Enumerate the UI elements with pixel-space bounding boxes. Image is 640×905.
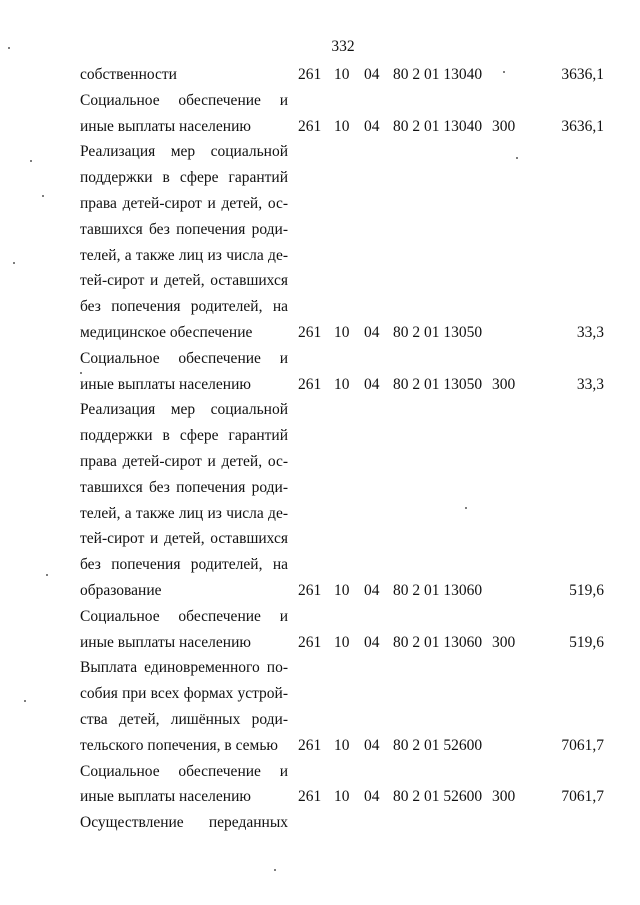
code-expense-type: 300 xyxy=(492,633,516,651)
row-codes xyxy=(0,578,640,604)
code-section: 10 xyxy=(334,788,350,806)
table-row xyxy=(0,139,640,345)
code-target-article: 80 2 01 13060 xyxy=(393,581,483,599)
description-text: телей, а также лиц из числа де- xyxy=(80,504,288,522)
row-description-line xyxy=(0,475,640,501)
row-description-line xyxy=(0,501,640,527)
code-subsection: 04 xyxy=(364,66,380,83)
table-row xyxy=(0,810,640,836)
row-codes xyxy=(0,630,640,656)
code-grbs: 261 xyxy=(298,633,322,651)
row-description-line xyxy=(0,552,640,578)
description-text: Реализация мер социальной xyxy=(80,143,288,161)
scan-speck xyxy=(42,195,44,197)
amount: 7061,7 xyxy=(561,736,604,754)
row-description-line xyxy=(0,217,640,243)
code-subsection: 04 xyxy=(364,581,380,599)
row-description-line xyxy=(0,397,640,423)
amount: 3636,1 xyxy=(561,66,604,83)
description-text: без попечения родителей, на xyxy=(80,298,288,316)
description-text: Выплата единовременного по- xyxy=(80,659,288,677)
description-text: поддержки в сфере гарантий xyxy=(80,169,288,187)
row-description-line xyxy=(0,604,640,630)
amount: 3636,1 xyxy=(561,117,604,135)
amount: 33,3 xyxy=(576,375,604,393)
code-grbs: 261 xyxy=(298,66,322,83)
description-text: ства детей, лишённых роди- xyxy=(80,710,288,728)
description-text: иные выплаты населению xyxy=(80,788,251,806)
row-description-line xyxy=(0,759,640,785)
row-description-line xyxy=(0,526,640,552)
description-text: собственности xyxy=(80,66,177,83)
description-text: Социальное обеспечение и xyxy=(80,349,288,367)
row-description-line xyxy=(0,191,640,217)
table-row xyxy=(0,655,640,758)
row-description-line xyxy=(0,243,640,269)
row-description-line xyxy=(0,346,640,372)
code-target-article: 80 2 01 13050 xyxy=(393,323,483,341)
description-text: поддержки в сфере гарантий xyxy=(80,427,288,445)
table-row xyxy=(0,397,640,603)
scan-speck xyxy=(516,157,518,159)
table-row xyxy=(0,62,640,88)
description-text: телей, а также лиц из числа де- xyxy=(80,246,288,264)
row-codes xyxy=(0,733,640,759)
code-target-article: 80 2 01 13060 xyxy=(393,633,483,651)
scan-speck xyxy=(503,71,505,73)
table-row xyxy=(0,759,640,811)
row-description-line xyxy=(0,88,640,114)
scan-speck xyxy=(465,507,467,509)
amount: 7061,7 xyxy=(561,788,604,806)
code-grbs: 261 xyxy=(298,788,322,806)
row-codes xyxy=(0,114,640,140)
code-grbs: 261 xyxy=(298,375,322,393)
scan-speck xyxy=(46,574,48,576)
description-text: Реализация мер социальной xyxy=(80,401,288,419)
description-text: тавшихся без попечения роди- xyxy=(80,478,288,496)
budget-table xyxy=(0,62,640,836)
description-text: собия при всех формах устрой- xyxy=(80,685,288,703)
scan-speck xyxy=(24,700,26,702)
code-grbs: 261 xyxy=(298,581,322,599)
row-description-line xyxy=(0,139,640,165)
row-description-line xyxy=(0,449,640,475)
description-text: Осуществление переданных xyxy=(80,814,288,832)
row-codes xyxy=(0,372,640,398)
description-text: права детей-сирот и детей, ос- xyxy=(80,194,288,212)
description-text: тавшихся без попечения роди- xyxy=(80,220,288,238)
row-codes xyxy=(0,320,640,346)
code-target-article: 80 2 01 52600 xyxy=(393,788,483,806)
code-subsection: 04 xyxy=(364,788,380,806)
amount: 519,6 xyxy=(569,633,604,651)
scan-speck xyxy=(30,160,32,162)
description-text: медицинское обеспечение xyxy=(80,323,253,341)
code-grbs: 261 xyxy=(298,323,322,341)
description-text: тей-сирот и детей, оставшихся xyxy=(80,530,288,548)
row-description-line xyxy=(0,268,640,294)
description-text: Социальное обеспечение и xyxy=(80,91,288,109)
code-section: 10 xyxy=(334,117,350,135)
scan-speck xyxy=(80,372,82,374)
amount: 33,3 xyxy=(576,323,604,341)
code-subsection: 04 xyxy=(364,117,380,135)
code-subsection: 04 xyxy=(364,633,380,651)
code-section: 10 xyxy=(334,633,350,651)
code-target-article: 80 2 01 13050 xyxy=(393,375,483,393)
code-subsection: 04 xyxy=(364,736,380,754)
table-row xyxy=(0,346,640,398)
code-expense-type: 300 xyxy=(492,375,516,393)
description-text: иные выплаты населению xyxy=(80,633,251,651)
row-description-line xyxy=(0,655,640,681)
code-expense-type: 300 xyxy=(492,117,516,135)
description-text: иные выплаты населению xyxy=(80,375,251,393)
amount: 519,6 xyxy=(569,581,604,599)
code-grbs: 261 xyxy=(298,117,322,135)
row-description-line xyxy=(0,681,640,707)
code-subsection: 04 xyxy=(364,323,380,341)
description-text: тельского попечения, в семью xyxy=(80,736,279,754)
description-text: права детей-сирот и детей, ос- xyxy=(80,452,288,470)
scan-speck xyxy=(8,47,10,49)
code-target-article: 80 2 01 13040 xyxy=(393,117,483,135)
code-section: 10 xyxy=(334,736,350,754)
code-grbs: 261 xyxy=(298,736,322,754)
code-expense-type: 300 xyxy=(492,788,516,806)
table-row xyxy=(0,604,640,656)
description-text: тей-сирот и детей, оставшихся xyxy=(80,272,288,290)
row-codes xyxy=(0,810,640,836)
description-text: иные выплаты населению xyxy=(80,117,251,135)
code-section: 10 xyxy=(334,66,350,83)
row-codes xyxy=(0,62,640,88)
code-section: 10 xyxy=(334,375,350,393)
description-text: без попечения родителей, на xyxy=(80,556,288,574)
code-subsection: 04 xyxy=(364,375,380,393)
row-description-line xyxy=(0,165,640,191)
description-text: Социальное обеспечение и xyxy=(80,762,288,780)
description-text: образование xyxy=(80,581,162,599)
row-description-line xyxy=(0,707,640,733)
code-target-article: 80 2 01 52600 xyxy=(393,736,483,754)
row-description-line xyxy=(0,423,640,449)
description-text: Социальное обеспечение и xyxy=(80,607,288,625)
scan-speck xyxy=(13,262,15,264)
page-number: 332 xyxy=(331,38,355,55)
row-codes xyxy=(0,784,640,810)
code-section: 10 xyxy=(334,581,350,599)
code-section: 10 xyxy=(334,323,350,341)
scan-speck xyxy=(274,869,276,871)
row-description-line xyxy=(0,294,640,320)
table-row xyxy=(0,88,640,140)
code-target-article: 80 2 01 13040 xyxy=(393,66,483,83)
